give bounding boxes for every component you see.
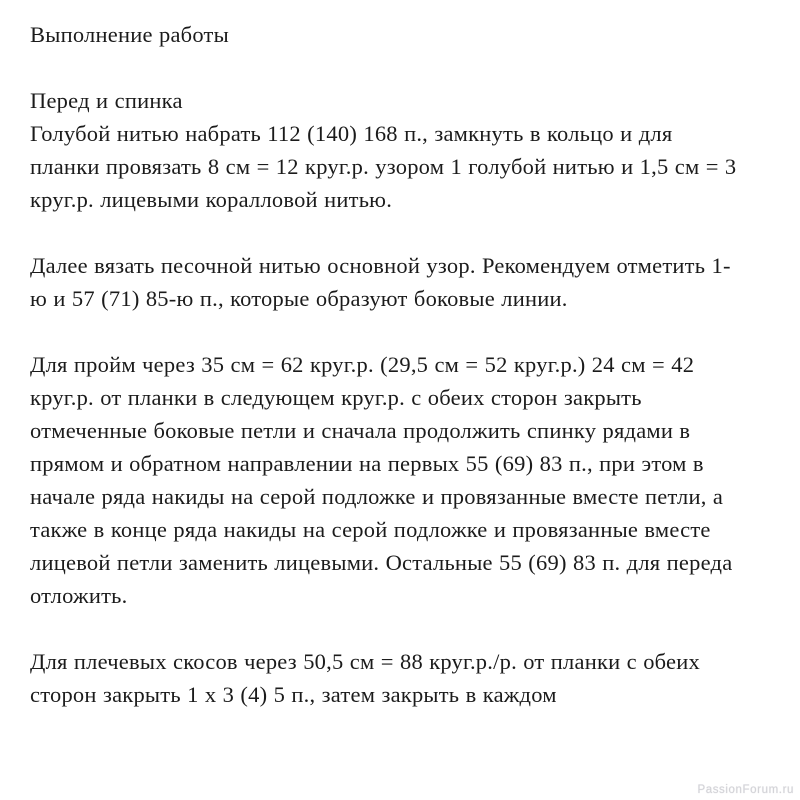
spacer-after-title	[30, 51, 746, 84]
section-subheading-front-and-back: Перед и спинка	[30, 88, 183, 113]
paragraph-shoulder-slopes: Для плечевых скосов через 50,5 см = 88 круг.р./р. от планки с обеих сторон закрыть 1 х 3 (4) 5 п., затем закрыть в каждом	[30, 649, 700, 707]
spacer-paragraph-1	[30, 216, 746, 249]
site-watermark: PassionForum.ru	[697, 784, 794, 796]
spacer-paragraph-2	[30, 315, 746, 348]
document-body	[30, 18, 746, 711]
spacer-paragraph-3	[30, 612, 746, 645]
paragraph-main-pattern: Далее вязать песочной нитью основной узор. Рекомендуем отметить 1-ю и 57 (71) 85-ю п., которые образуют боковые линии.	[30, 253, 731, 311]
paragraph-armholes: Для пройм через 35 см = 62 круг.р. (29,5 см = 52 круг.р.) 24 см = 42 круг.р. от планки в следующем круг.р. с обеих сторон закрыть отмеченные боковые петли и сначала продолжить спинку рядами в прямом и обратном направлении на первых 55 (69) 83 п., при этом в начале ряда накиды на серой подложке и провязанные вместе петли, а также в конце ряда накиды на серой подложке и провязанные вместе лицевой петли заменить лицевыми. Остальные 55 (69) 83 п. для переда отложить.	[30, 352, 733, 608]
paragraph-front-and-back: Голубой нитью набрать 112 (140) 168 п., замкнуть в кольцо и для планки провязать 8 см = 12 круг.р. узором 1 голубой нитью и 1,5 см = 3 круг.р. лицевыми коралловой нитью.	[30, 121, 737, 212]
page-title: Выполнение работы	[30, 22, 229, 47]
